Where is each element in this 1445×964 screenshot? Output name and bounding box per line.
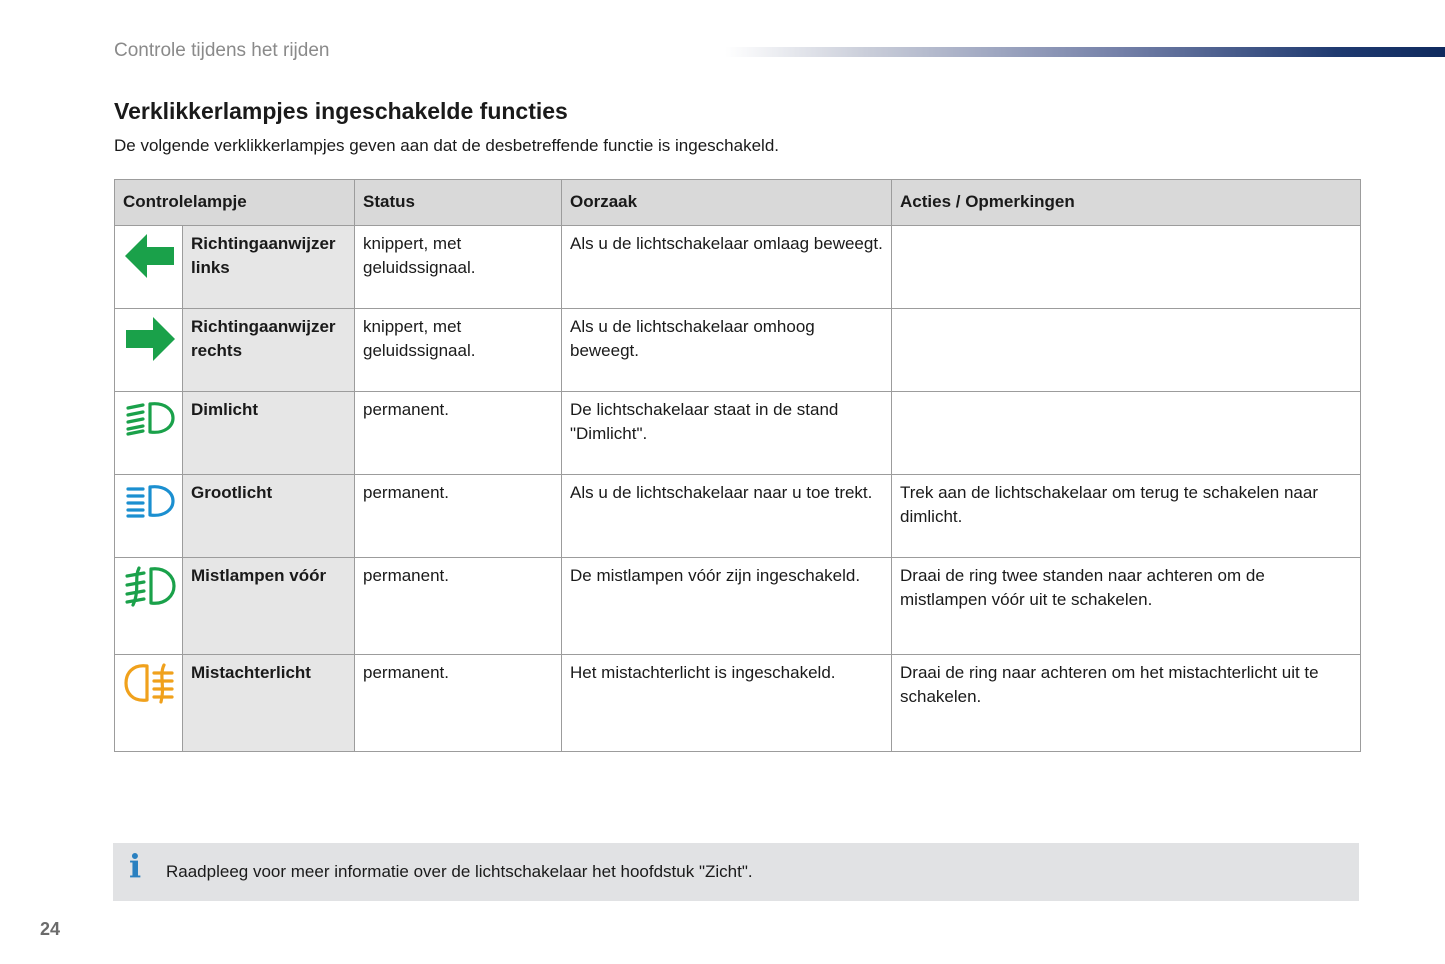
header-gradient-bar <box>725 47 1445 57</box>
table-row <box>115 226 1361 309</box>
chapter-title: Controle tijdens het rijden <box>114 40 330 61</box>
lamp-actions: Trek aan de lichtschakelaar om terug te schakelen naar dimlicht. <box>892 475 1361 558</box>
table-row <box>115 309 1361 392</box>
info-note <box>113 843 1359 901</box>
lamp-cause: Als u de lichtschakelaar omhoog beweegt. <box>562 309 892 392</box>
lamp-name: Richtingaanwijzer rechts <box>183 309 355 392</box>
lamp-actions <box>892 392 1361 475</box>
lamp-name: Mistlampen vóór <box>183 558 355 655</box>
page-number: 24 <box>40 919 61 939</box>
lamp-status: knippert, met geluidssignaal. <box>355 226 562 309</box>
front-fog-lamp-icon <box>123 564 177 608</box>
lamp-status: knippert, met geluidssignaal. <box>355 309 562 392</box>
lamp-name: Mistachterlicht <box>183 655 355 752</box>
header-status: Status <box>355 180 562 226</box>
lamp-name: Richtingaanwijzer links <box>183 226 355 309</box>
table-row <box>115 475 1361 558</box>
section-title: Verklikkerlampjes ingeschakelde functies <box>114 98 568 124</box>
lamp-name: Dimlicht <box>183 392 355 475</box>
info-text: Raadpleeg voor meer informatie over de lichtschakelaar het hoofdstuk "Zicht". <box>166 862 753 881</box>
lamp-cause: Als u de lichtschakelaar naar u toe trekt. <box>562 475 892 558</box>
lamp-status: permanent. <box>355 392 562 475</box>
lamp-status: permanent. <box>355 655 562 752</box>
table-row <box>115 558 1361 655</box>
table-header-row <box>115 180 1361 226</box>
turn-left-arrow-icon <box>123 232 177 280</box>
header-lamp: Controlelampje <box>115 180 355 226</box>
warning-lamps-table <box>114 179 1361 752</box>
lamp-actions: Draai de ring twee standen naar achteren om de mistlampen vóór uit te schakelen. <box>892 558 1361 655</box>
dipped-beam-icon <box>123 398 177 438</box>
lamp-cause: Als u de lichtschakelaar omlaag beweegt. <box>562 226 892 309</box>
lamp-status: permanent. <box>355 558 562 655</box>
lamp-actions <box>892 309 1361 392</box>
header-actions: Acties / Opmerkingen <box>892 180 1361 226</box>
rear-fog-lamp-icon <box>123 661 177 705</box>
lamp-cause: De lichtschakelaar staat in de stand "Dimlicht". <box>562 392 892 475</box>
lamp-cause: De mistlampen vóór zijn ingeschakeld. <box>562 558 892 655</box>
header-cause: Oorzaak <box>562 180 892 226</box>
lamp-actions <box>892 226 1361 309</box>
table-row <box>115 392 1361 475</box>
table-row <box>115 655 1361 752</box>
section-intro: De volgende verklikkerlampjes geven aan dat de desbetreffende functie is ingeschakeld. <box>114 136 779 155</box>
lamp-status: permanent. <box>355 475 562 558</box>
lamp-actions: Draai de ring naar achteren om het mistachterlicht uit te schakelen. <box>892 655 1361 752</box>
lamp-name: Grootlicht <box>183 475 355 558</box>
lamp-cause: Het mistachterlicht is ingeschakeld. <box>562 655 892 752</box>
main-beam-icon <box>123 481 177 521</box>
turn-right-arrow-icon <box>123 315 177 363</box>
info-icon: i <box>129 847 142 885</box>
